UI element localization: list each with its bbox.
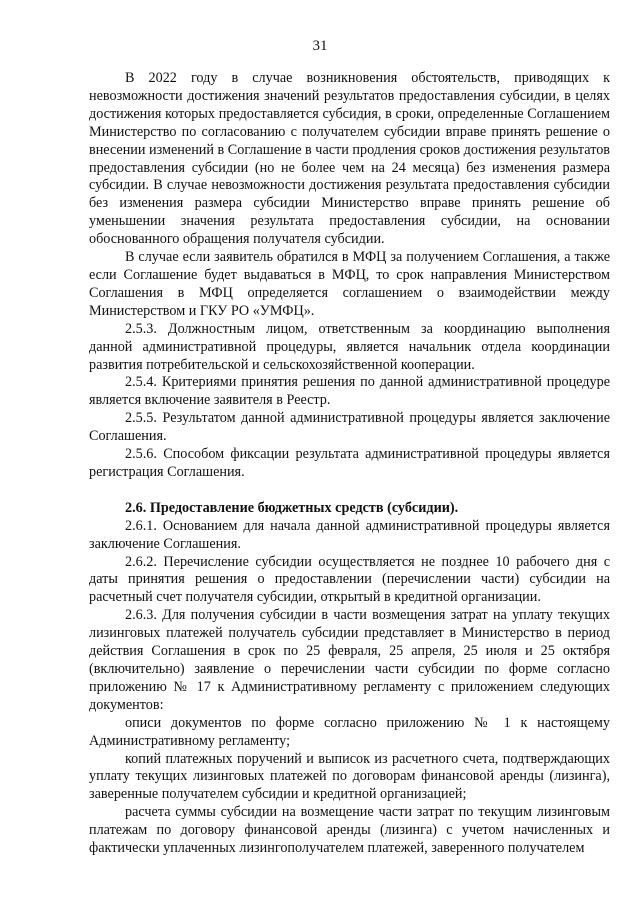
section-heading-2-6: 2.6. Предоставление бюджетных средств (субсидии). [125,499,459,516]
paragraph-2-5-3: 2.5.3. Должностным лицом, ответственным за координацию выполнения данной административной процедуры, является начальник отдела координации развития потребительской и сельскохозяйственной кооперации. [89,320,610,373]
list-item-inventory: описи документов по форме согласно приложению № 1 к настоящему Административному регламенту; [89,714,610,749]
paragraph-2-6-2: 2.6.2. Перечисление субсидии осуществляется не позднее 10 рабочего дня с даты принятия решения о предоставлении (перечислении части) субсидии на расчетный счет получателя субсидии, открытый в кредитной организации. [89,553,610,606]
paragraph-2022-extension: В 2022 году в случае возникновения обстоятельств, приводящих к невозможности достижения значений результатов предоставления субсидии, в целях достижения которых предоставляется субсидия, в сроки, определенные Соглашением Министерство по согласованию с получателем субсидии вправе принять решение о внесении изменений в Соглашение в части продления сроков достижения результатов предоставления субсидии (но не более чем на 24 месяца) без изменения размера субсидии. В случае невозможности достижения результата предоставления субсидии без изменения размера субсидии Министерство вправе принять решение об уменьшении значения результата предоставления субсидии, на основании обоснованного обращения получателя субсидии. [89,70,610,248]
paragraph-2-6-1: 2.6.1. Основанием для начала данной административной процедуры является заключение Соглашения. [89,517,610,552]
document-body [89,70,610,858]
paragraph-2-5-5: 2.5.5. Результатом данной административной процедуры является заключение Соглашения. [89,410,610,445]
page-number: 31 [312,38,328,54]
list-item-payment-copies: копий платежных поручений и выписок из расчетного счета, подтверждающих уплату текущих лизинговых платежей по договорам финансовой аренды (лизинга), заверенные получателем субсидии и кредитной организацией; [89,750,610,803]
paragraph-mfc-agreement: В случае если заявитель обратился в МФЦ за получением Соглашения, а также если Соглашение будет выдаваться в МФЦ, то срок направления Министерством Соглашения в МФЦ определяется соглашением о взаимодействии между Министерством и ГКУ РО «УМФЦ». [89,249,610,319]
paragraph-2-5-4: 2.5.4. Критериями принятия решения по данной административной процедуре является включение заявителя в Реестр. [89,374,610,409]
paragraph-2-6-3: 2.6.3. Для получения субсидии в части возмещения затрат на уплату текущих лизинговых платежей получатель субсидии представляет в Министерство в период действия Соглашения в срок по 25 февраля, 25 апреля, 25 июля и 25 октября (включительно) заявление о перечислении части субсидии по форме согласно приложению № 17 к Административному регламенту с приложением следующих документов: [89,607,610,713]
list-item-subsidy-calculation: расчета суммы субсидии на возмещение части затрат по текущим лизинговым платежам по договору финансовой аренды (лизинга) с учетом начисленных и фактически уплаченных лизингополучателем платежей, заверенного получателем [89,804,610,857]
paragraph-2-5-6: 2.5.6. Способом фиксации результата административной процедуры является регистрация Соглашения. [89,446,610,480]
